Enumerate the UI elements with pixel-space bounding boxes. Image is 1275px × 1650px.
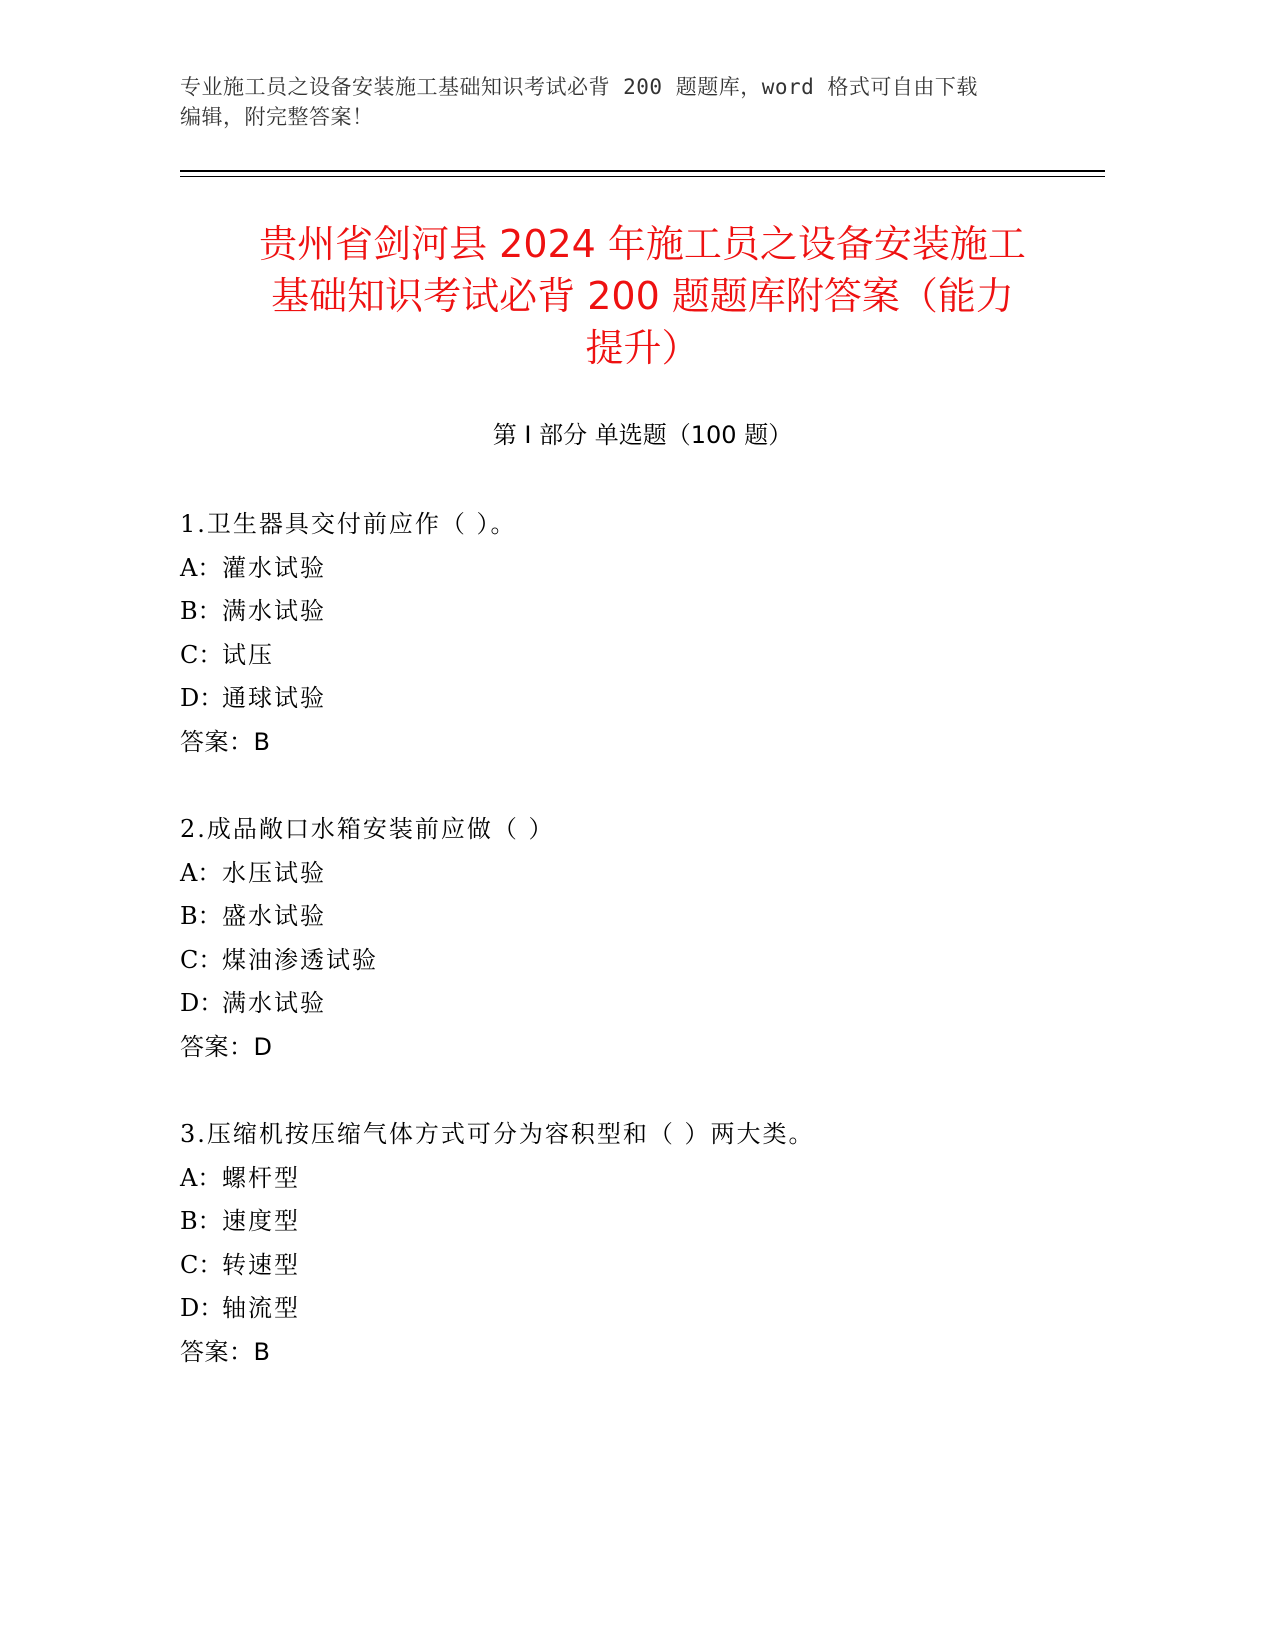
option-text: 煤油渗透试验 — [222, 945, 378, 974]
option-label: A： — [180, 553, 222, 582]
option-text: 灌水试验 — [222, 553, 326, 582]
option-text: 满水试验 — [222, 989, 326, 1017]
option-d — [180, 1287, 1105, 1331]
option-text: 水压试验 — [222, 858, 326, 887]
header-divider-thick — [180, 170, 1105, 172]
option-d — [180, 677, 1105, 721]
option-a — [180, 852, 1105, 896]
question-2 — [180, 808, 1105, 1069]
question-3 — [180, 1113, 1105, 1374]
option-label: B： — [180, 597, 222, 625]
option-label: C： — [180, 945, 223, 974]
option-label: B： — [180, 902, 222, 930]
option-text: 轴流型 — [222, 1294, 300, 1322]
answer-line: 答案：B — [180, 727, 271, 756]
option-text: 转速型 — [222, 1250, 300, 1279]
title-line-3: 提升） — [585, 326, 700, 370]
option-c — [180, 634, 1105, 678]
section-title: 第 I 部分 单选题（100 题） — [492, 421, 793, 449]
option-label: C： — [180, 640, 223, 669]
header-note-line-2: 编辑，附完整答案！ — [180, 105, 374, 129]
document-title — [170, 218, 1115, 374]
header-divider-thin — [180, 176, 1105, 177]
option-label: A： — [180, 1163, 222, 1192]
option-c — [180, 1244, 1105, 1288]
option-d — [180, 982, 1105, 1026]
option-text: 试压 — [222, 640, 274, 669]
option-label: A： — [180, 858, 222, 887]
title-line-1: 贵州省剑河县 2024 年施工员之设备安装施工 — [259, 222, 1026, 266]
option-a — [180, 1157, 1105, 1201]
option-b — [180, 895, 1105, 939]
question-stem: 1.卫生器具交付前应作（ ）。 — [180, 510, 517, 538]
option-label: C： — [180, 1250, 223, 1279]
option-label: D： — [180, 989, 224, 1017]
answer-line: 答案：D — [180, 1032, 273, 1061]
option-b — [180, 590, 1105, 634]
header-note-line-1: 专业施工员之设备安装施工基础知识考试必背 200 题题库，word 格式可自由下载 — [180, 75, 978, 99]
option-a — [180, 547, 1105, 591]
option-label: B： — [180, 1207, 222, 1235]
option-b — [180, 1200, 1105, 1244]
option-c — [180, 939, 1105, 983]
option-text: 满水试验 — [222, 597, 326, 625]
question-stem: 2.成品敞口水箱安装前应做（ ） — [180, 815, 555, 843]
question-stem: 3.压缩机按压缩气体方式可分为容积型和（ ）两大类。 — [180, 1120, 815, 1148]
option-text: 通球试验 — [222, 684, 326, 712]
option-text: 盛水试验 — [222, 902, 326, 930]
answer-line: 答案：B — [180, 1337, 271, 1366]
option-text: 螺杆型 — [222, 1163, 300, 1192]
option-text: 速度型 — [222, 1207, 300, 1235]
option-label: D： — [180, 684, 224, 712]
question-1 — [180, 503, 1105, 764]
title-line-2: 基础知识考试必背 200 题题库附答案（能力 — [271, 274, 1014, 318]
option-label: D： — [180, 1294, 224, 1322]
header-note — [180, 72, 1060, 132]
